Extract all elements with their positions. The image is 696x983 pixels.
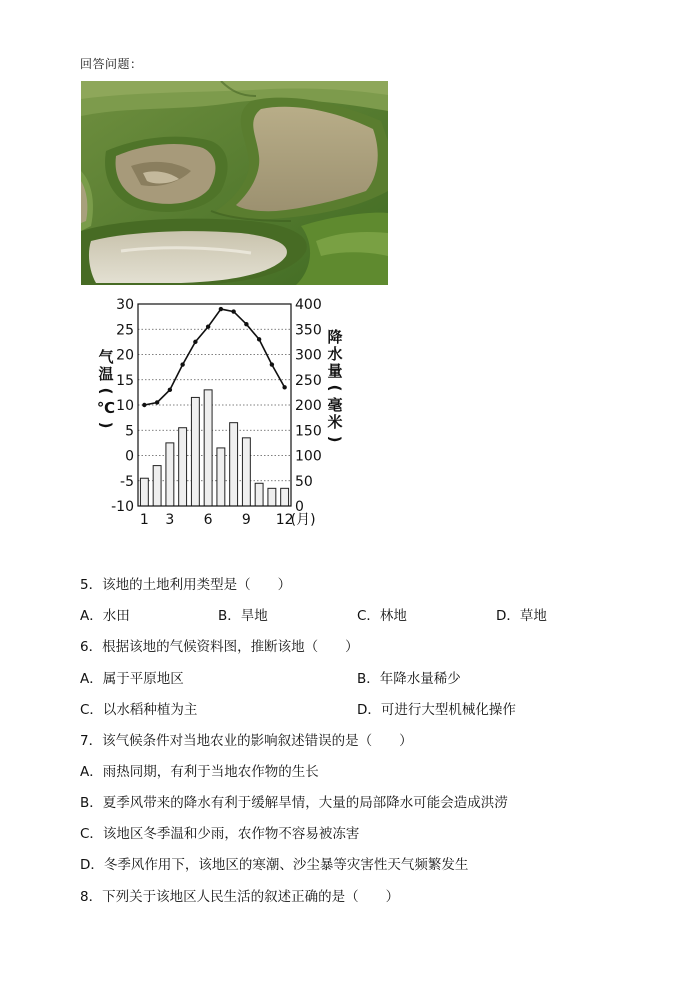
temperature-tick-label: 30: [116, 297, 134, 313]
temperature-axis-label: ℃: [96, 399, 116, 417]
precipitation-tick-label: 200: [295, 398, 322, 414]
precipitation-tick-label: 350: [295, 322, 322, 339]
precipitation-bar: [255, 483, 263, 506]
x-tick-label: 1: [139, 512, 149, 528]
precipitation-bar: [217, 448, 225, 506]
precipitation-tick-label: 250: [295, 372, 322, 389]
precipitation-axis-label: (: [326, 384, 344, 392]
x-tick-label: 3: [165, 512, 175, 528]
question-5-option-a[interactable]: A．水田: [80, 608, 130, 624]
terrace-illustration: [81, 81, 388, 285]
precipitation-bar: [191, 397, 199, 506]
precipitation-tick-label: 100: [295, 448, 322, 465]
question-5-option-c[interactable]: C．林地: [357, 608, 407, 624]
precipitation-axis-label: ): [326, 435, 344, 443]
temperature-point: [168, 388, 172, 392]
temperature-tick-label: 5: [125, 423, 134, 440]
question-7-option-b[interactable]: B．夏季风带来的降水有利于缓解旱情，大量的局部降水可能会造成洪涝: [80, 795, 508, 811]
temperature-point: [282, 385, 286, 389]
question-7-stem: 7．该气候条件对当地农业的影响叙述错误的是（ ）: [80, 733, 413, 749]
precipitation-bar: [153, 466, 161, 506]
terrace-photo: [81, 81, 388, 285]
precipitation-axis-label: 降: [327, 328, 343, 346]
precipitation-bar: [242, 438, 250, 506]
precipitation-tick-label: 300: [295, 347, 322, 364]
intro-text: 回答问题：: [80, 57, 143, 71]
temperature-tick-label: 10: [116, 398, 134, 414]
temperature-point: [231, 309, 235, 313]
question-5-stem: 5．该地的土地利用类型是（ ）: [80, 577, 292, 593]
temperature-axis-label: 气: [98, 348, 114, 366]
temperature-point: [244, 322, 248, 326]
precipitation-bar: [268, 488, 276, 506]
question-5-option-b[interactable]: B．旱地: [218, 608, 268, 624]
precipitation-axis-label: 量: [327, 362, 343, 380]
climate-chart: [92, 292, 352, 532]
temperature-point: [180, 362, 184, 366]
question-7-option-d[interactable]: D．冬季风作用下，该地区的寒潮、沙尘暴等灾害性天气频繁发生: [80, 857, 469, 873]
temperature-axis-label: 温: [98, 365, 114, 383]
x-unit-label: (月): [290, 512, 316, 528]
temperature-point: [193, 340, 197, 344]
x-tick-label: 9: [241, 512, 251, 528]
temperature-line: [144, 309, 284, 405]
temperature-point: [142, 403, 146, 407]
precipitation-axis-label: 毫: [327, 396, 343, 414]
precipitation-tick-label: 400: [295, 297, 322, 313]
precipitation-bar: [204, 390, 212, 506]
precipitation-tick-label: 0: [295, 499, 304, 515]
temperature-point: [155, 400, 159, 404]
question-6-option-c[interactable]: C．以水稻种植为主: [80, 702, 198, 718]
temperature-point: [270, 362, 274, 366]
question-7-option-a[interactable]: A．雨热同期，有利于当地农作物的生长: [80, 764, 319, 780]
temperature-tick-label: 15: [116, 372, 134, 389]
question-6-option-b[interactable]: B．年降水量稀少: [357, 671, 461, 687]
question-6-option-d[interactable]: D．可进行大型机械化操作: [357, 702, 516, 718]
precipitation-bar: [230, 423, 238, 506]
temperature-tick-label: 25: [116, 322, 134, 339]
climate-chart-svg: [92, 292, 352, 532]
temperature-tick-label: 0: [125, 448, 134, 465]
question-7-option-c[interactable]: C．该地区冬季温和少雨，农作物不容易被冻害: [80, 826, 360, 842]
precipitation-bar: [179, 428, 187, 506]
precipitation-tick-label: 50: [295, 473, 313, 490]
temperature-axis-label: (: [97, 387, 115, 395]
temperature-point: [206, 325, 210, 329]
precipitation-bar: [166, 443, 174, 506]
x-tick-label: 6: [203, 512, 213, 528]
precipitation-axis-label: 水: [327, 345, 343, 363]
precipitation-bar: [140, 478, 148, 506]
precipitation-axis-label: 米: [327, 413, 343, 431]
temperature-tick-label: 20: [116, 347, 134, 364]
precipitation-tick-label: 150: [295, 423, 322, 440]
question-6-option-a[interactable]: A．属于平原地区: [80, 671, 184, 687]
precipitation-bar: [281, 488, 289, 506]
question-8-stem: 8．下列关于该地区人民生活的叙述正确的是（ ）: [80, 889, 400, 905]
x-tick-label: 12: [275, 512, 294, 528]
question-5-option-d[interactable]: D．草地: [496, 608, 547, 624]
temperature-point: [257, 337, 261, 341]
temperature-point: [219, 307, 223, 311]
temperature-axis-label: ): [97, 421, 115, 429]
temperature-tick-label: -5: [120, 473, 134, 490]
question-6-stem: 6．根据该地的气候资料图，推断该地（ ）: [80, 639, 359, 655]
temperature-tick-label: -10: [111, 499, 134, 515]
